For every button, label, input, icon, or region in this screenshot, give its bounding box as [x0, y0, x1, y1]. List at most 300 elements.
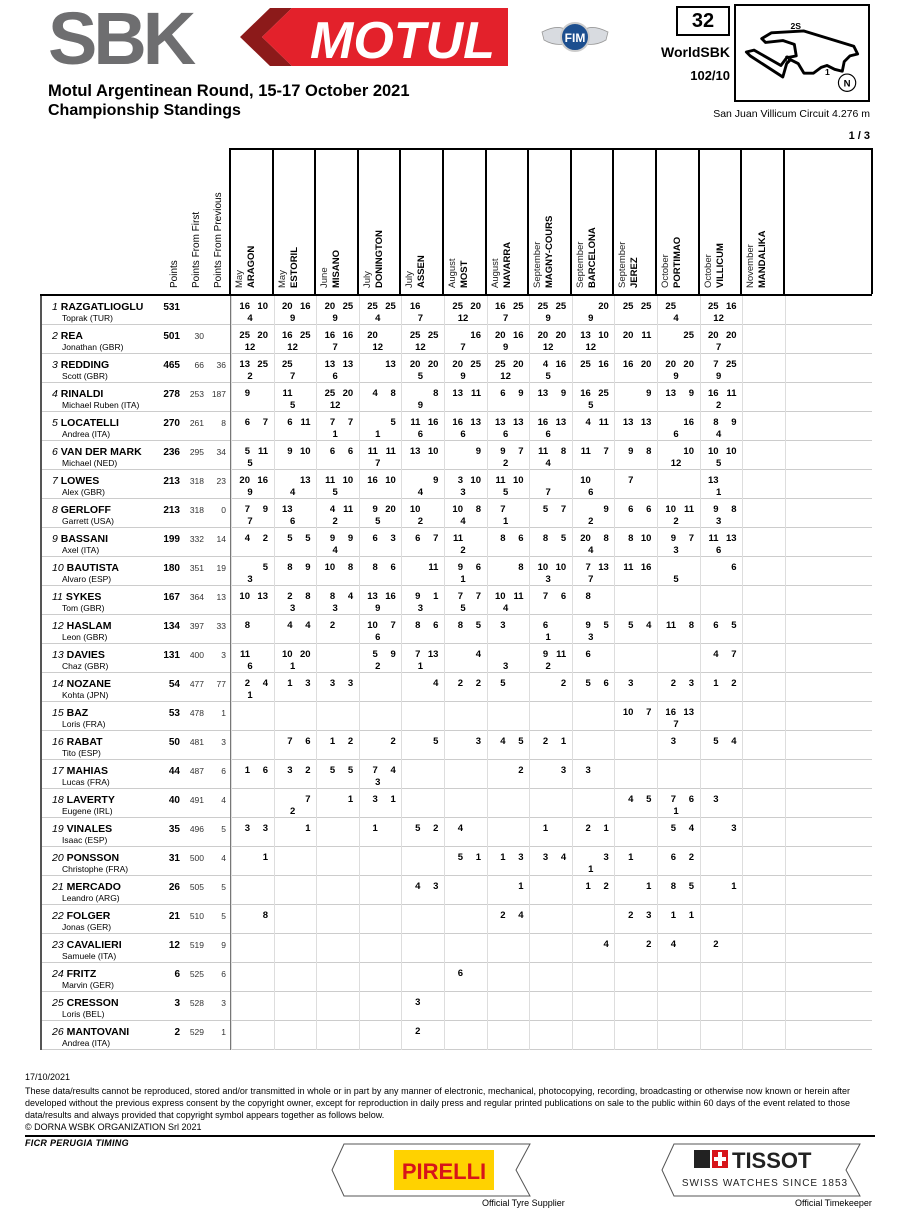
- race2-points: 10: [470, 475, 481, 486]
- pirelli-logo: [330, 1142, 540, 1198]
- race1-points: 8: [585, 591, 591, 602]
- race-result-cell: [785, 1021, 875, 1050]
- race-result-cell: [742, 673, 784, 702]
- rider-first-name: Isaac (ESP): [62, 835, 108, 845]
- race1-points: 11: [282, 388, 293, 399]
- race-result-cell: [572, 441, 614, 470]
- race-result-cell: [572, 644, 614, 673]
- race-result-cell: [742, 557, 784, 586]
- race-result-cell: [231, 760, 273, 789]
- race2-points: 13: [257, 591, 268, 602]
- header-round-assen: [399, 148, 442, 294]
- race-result-cell: [274, 441, 316, 470]
- race1-points: 5: [287, 533, 293, 544]
- race2-points: 1: [646, 881, 652, 892]
- race-result-cell: [444, 905, 486, 934]
- superpole-race-points: 12: [415, 342, 426, 353]
- race-result-cell: [359, 499, 401, 528]
- superpole-race-points: 4: [247, 313, 253, 324]
- table-row: [42, 557, 872, 586]
- rider-points: 3: [174, 998, 180, 1009]
- rider-points-from-first: 332: [189, 534, 204, 544]
- rider-points-from-first: 519: [189, 940, 204, 950]
- race1-points: 2: [287, 591, 293, 602]
- race2-points: 10: [598, 330, 609, 341]
- race1-points: 2: [500, 910, 506, 921]
- race-result-cell: [316, 615, 358, 644]
- race2-points: 9: [305, 562, 311, 573]
- race-result-cell: [231, 412, 273, 441]
- race2-points: 16: [513, 330, 524, 341]
- race1-points: 13: [282, 504, 293, 515]
- rider-points: 501: [163, 331, 180, 342]
- race-result-cell: [742, 470, 784, 499]
- race-result-cell: [657, 789, 699, 818]
- rider-position: 24: [52, 968, 64, 980]
- rider-position-name: [52, 765, 108, 777]
- superpole-race-points: 6: [289, 516, 296, 527]
- race2-points: 4: [731, 736, 737, 747]
- race2-points: 3: [390, 533, 396, 544]
- rider-first-name: Marvin (GER): [62, 980, 114, 990]
- race2-points: 2: [305, 765, 311, 776]
- header-round-villicum: [698, 148, 741, 294]
- rider-first-name: Alvaro (ESP): [62, 574, 112, 584]
- race2-points: 8: [731, 504, 737, 515]
- race2-points: 25: [726, 359, 737, 370]
- race-result-cell: [742, 325, 784, 354]
- race2-points: 13: [385, 359, 396, 370]
- race2-points: 13: [640, 417, 652, 428]
- race-result-cell: [487, 470, 529, 499]
- race1-points: 9: [372, 504, 378, 515]
- race-result-cell: [657, 383, 699, 412]
- rider-position-name: [52, 649, 105, 661]
- race1-points: 2: [542, 736, 549, 747]
- race2-points: 1: [518, 881, 524, 892]
- tissot-tagline: SWISS WATCHES SINCE 1853: [681, 1178, 849, 1189]
- race1-points: 1: [500, 852, 506, 863]
- race-result-cell: [444, 702, 486, 731]
- rider-position-name: [52, 736, 103, 748]
- race2-points: 11: [470, 388, 481, 399]
- race-result-cell: [529, 644, 571, 673]
- race1-points: 5: [585, 678, 591, 689]
- race1-points: 5: [415, 823, 421, 834]
- rider-surname: REDDING: [60, 359, 110, 371]
- table-row: [42, 412, 872, 441]
- rider-position-name: [52, 562, 119, 574]
- superpole-race-points: 2: [715, 400, 722, 411]
- rider-first-name: Lucas (FRA): [62, 777, 110, 787]
- race2-points: 8: [433, 388, 439, 399]
- rider-position: 18: [52, 794, 64, 806]
- rider-points-from-previous: 13: [216, 592, 226, 602]
- rider-surname: HASLAM: [66, 620, 112, 632]
- page-number: 1 / 3: [848, 130, 870, 142]
- race2-points: 6: [262, 765, 268, 776]
- race-result-cell: [529, 615, 571, 644]
- race-result-cell: [401, 905, 443, 934]
- race-result-cell: [359, 876, 401, 905]
- motul-logo-text: MOTUL: [310, 12, 495, 70]
- race-result-cell: [359, 702, 401, 731]
- race1-points: 4: [457, 823, 463, 834]
- race1-points: 20: [495, 330, 506, 341]
- page-title: Motul Argentinean Round, 15-17 October 2021: [48, 82, 410, 100]
- round-month: May: [276, 270, 288, 288]
- race1-points: 6: [713, 620, 719, 631]
- race-result-cell: [231, 615, 273, 644]
- superpole-race-points: 4: [332, 545, 338, 556]
- race-result-cell: [700, 325, 742, 354]
- race-result-cell: [274, 354, 316, 383]
- race2-points: 1: [688, 910, 694, 921]
- race1-points: 20: [239, 475, 250, 486]
- rider-first-name: Jonathan (GBR): [62, 342, 124, 352]
- race-result-cell: [401, 760, 443, 789]
- race-result-cell: [785, 528, 875, 557]
- race-result-cell: [359, 963, 401, 992]
- race1-points: 9: [415, 591, 421, 602]
- race-result-cell: [487, 499, 529, 528]
- race1-points: 3: [415, 997, 421, 1008]
- race-result-cell: [444, 412, 486, 441]
- race2-points: 4: [390, 765, 396, 776]
- race-result-cell: [572, 876, 614, 905]
- race-result-cell: [742, 1021, 784, 1050]
- track-map: [734, 4, 870, 102]
- rider-position: 9: [52, 533, 58, 545]
- race2-points: 25: [427, 330, 439, 341]
- race1-points: 10: [409, 504, 421, 515]
- race-result-cell: [700, 1021, 742, 1050]
- round-name: VILLICUM: [714, 243, 726, 288]
- race-result-cell: [700, 528, 742, 557]
- rider-points-from-first: 261: [189, 418, 204, 428]
- race1-points: 2: [628, 910, 634, 921]
- race2-points: 9: [646, 388, 652, 399]
- race-result-cell: [614, 499, 656, 528]
- sbk-motul-logo: [48, 4, 508, 70]
- race-result-cell: [529, 412, 571, 441]
- race-result-cell: [231, 586, 273, 615]
- round-month: May: [234, 270, 245, 288]
- rider-points-from-first: 528: [189, 998, 204, 1008]
- race1-points: 11: [538, 446, 549, 457]
- race2-points: 6: [305, 736, 311, 747]
- race-result-cell: [785, 963, 875, 992]
- race1-points: 16: [665, 707, 676, 718]
- race-result-cell: [231, 905, 273, 934]
- race-result-cell: [785, 441, 875, 470]
- race2-points: 25: [342, 301, 354, 312]
- race-result-cell: [487, 296, 529, 325]
- table-header: [40, 150, 872, 296]
- race2-points: 4: [347, 591, 354, 602]
- table-row: [42, 673, 872, 702]
- race1-points: 3: [244, 823, 250, 834]
- race-result-cell: [572, 412, 614, 441]
- superpole-race-points: 5: [247, 458, 253, 469]
- race1-points: 7: [542, 591, 549, 602]
- race-result-cell: [657, 1021, 699, 1050]
- superpole-race-points: 2: [460, 545, 466, 556]
- rider-points-from-first: 487: [189, 766, 204, 776]
- race-result-cell: [444, 731, 486, 760]
- race-result-cell: [316, 1021, 358, 1050]
- race-result-cell: [274, 760, 316, 789]
- race-result-cell: [742, 847, 784, 876]
- race1-points: 25: [708, 301, 719, 312]
- race1-points: 13: [622, 417, 634, 428]
- superpole-race-points: 3: [417, 603, 424, 614]
- race2-points: 2: [518, 765, 524, 776]
- race-result-cell: [401, 528, 443, 557]
- superpole-race-points: 5: [417, 371, 424, 382]
- race-result-cell: [316, 818, 358, 847]
- race-result-cell: [401, 586, 443, 615]
- superpole-race-points: 4: [588, 545, 594, 556]
- race-result-cell: [359, 586, 401, 615]
- race-result-cell: [359, 847, 401, 876]
- race-result-cell: [316, 586, 358, 615]
- race-result-cell: [572, 963, 614, 992]
- superpole-race-points: 2: [417, 516, 424, 527]
- table-row: [42, 934, 872, 963]
- race-result-cell: [700, 876, 742, 905]
- race2-points: 7: [688, 533, 694, 544]
- race-result-cell: [785, 586, 875, 615]
- race-result-cell: [742, 963, 784, 992]
- race2-points: 2: [688, 852, 694, 863]
- rider-points-from-previous: 1: [221, 1027, 226, 1037]
- rider-position: 4: [52, 388, 58, 400]
- sbk-logo-text: SBK: [48, 4, 193, 70]
- race2-points: 20: [257, 330, 268, 341]
- race-result-cell: [614, 325, 656, 354]
- race-result-cell: [401, 818, 443, 847]
- race2-points: 6: [475, 562, 481, 573]
- rider-points: 6: [174, 969, 180, 980]
- race2-points: 20: [598, 301, 609, 312]
- race-result-cell: [572, 905, 614, 934]
- rider-position-name: [52, 678, 111, 690]
- race2-points: 1: [475, 852, 481, 863]
- race1-points: 6: [542, 620, 549, 631]
- superpole-race-points: 9: [545, 313, 551, 324]
- race1-points: 8: [244, 620, 250, 631]
- race-result-cell: [401, 644, 443, 673]
- rider-points: 31: [168, 853, 180, 864]
- race-result-cell: [700, 557, 742, 586]
- rider-surname: PONSSON: [66, 852, 120, 864]
- race-result-cell: [231, 441, 273, 470]
- race-result-cell: [487, 1021, 529, 1050]
- header-round-most: [442, 148, 485, 294]
- race1-points: 20: [452, 359, 463, 370]
- race-result-cell: [572, 470, 614, 499]
- race-result-cell: [529, 934, 571, 963]
- race2-points: 7: [433, 533, 439, 544]
- rider-position: 16: [52, 736, 64, 748]
- superpole-race-points: 12: [500, 371, 511, 382]
- rider-surname: VAN DER MARK: [60, 446, 142, 458]
- race-result-cell: [700, 586, 742, 615]
- standings-table: [40, 150, 872, 1050]
- rider-points-from-first: 400: [189, 650, 204, 660]
- race2-points: 4: [560, 852, 567, 863]
- race-result-cell: [529, 992, 571, 1021]
- header-round-magny-cours: [527, 148, 570, 294]
- table-row: [42, 644, 872, 673]
- race-result-cell: [700, 905, 742, 934]
- race1-points: 20: [622, 330, 634, 341]
- race-result-cell: [401, 557, 443, 586]
- race2-points: 3: [347, 678, 354, 689]
- table-row: [42, 992, 872, 1021]
- race2-points: 25: [555, 301, 567, 312]
- race2-points: 2: [475, 678, 481, 689]
- race-result-cell: [572, 528, 614, 557]
- race-result-cell: [785, 296, 875, 325]
- rider-points-from-previous: 9: [221, 940, 226, 950]
- superpole-race-points: 9: [673, 371, 679, 382]
- rider-points-from-first: 505: [189, 882, 204, 892]
- race2-points: 6: [518, 533, 524, 544]
- race-result-cell: [274, 818, 316, 847]
- round-month: June: [319, 267, 331, 288]
- race1-points: 25: [239, 330, 250, 341]
- race-result-cell: [444, 1021, 486, 1050]
- race-result-cell: [231, 818, 273, 847]
- rider-first-name: Garrett (USA): [62, 516, 114, 526]
- race1-points: 20: [708, 330, 719, 341]
- race2-points: 25: [513, 301, 524, 312]
- race1-points: 9: [457, 562, 463, 573]
- race-result-cell: [274, 412, 316, 441]
- race-result-cell: [231, 354, 273, 383]
- superpole-race-points: 12: [287, 342, 298, 353]
- race-result-cell: [359, 934, 401, 963]
- race-result-cell: [274, 296, 316, 325]
- race-result-cell: [401, 354, 443, 383]
- race-result-cell: [444, 818, 486, 847]
- race-result-cell: [742, 354, 784, 383]
- rider-points-from-previous: 187: [211, 389, 226, 399]
- rider-points-from-previous: 8: [221, 418, 226, 428]
- rider-points: 53: [168, 708, 180, 719]
- rider-points: 40: [168, 795, 180, 806]
- race-result-cell: [657, 876, 699, 905]
- copyright: © DORNA WSBK ORGANIZATION Srl 2021: [25, 1122, 202, 1132]
- race2-points: 16: [683, 417, 694, 428]
- superpole-race-points: 1: [460, 574, 466, 585]
- race2-points: 11: [343, 504, 354, 515]
- rider-points: 278: [163, 389, 180, 400]
- race-result-cell: [401, 325, 443, 354]
- rider-surname: LOCATELLI: [60, 417, 119, 429]
- race-result-cell: [657, 296, 699, 325]
- race-result-cell: [614, 644, 656, 673]
- race-result-cell: [785, 789, 875, 818]
- rider-points: 35: [168, 824, 180, 835]
- rider-points: 213: [163, 476, 180, 487]
- race-result-cell: [359, 731, 401, 760]
- race-result-cell: [231, 528, 273, 557]
- superpole-race-points: 12: [457, 313, 469, 324]
- rider-points-from-previous: 3: [221, 998, 226, 1008]
- race1-points: 1: [287, 678, 293, 689]
- race-result-cell: [316, 383, 358, 412]
- race1-points: 7: [670, 794, 676, 805]
- race2-points: 7: [347, 417, 354, 428]
- race-result-cell: [487, 934, 529, 963]
- rider-points-from-previous: 34: [216, 447, 226, 457]
- race-result-cell: [529, 760, 571, 789]
- race-result-cell: [487, 992, 529, 1021]
- rider-points-from-previous: 3: [221, 737, 226, 747]
- race1-points: 10: [708, 446, 719, 457]
- race-result-cell: [359, 818, 401, 847]
- rider-points-from-first: 529: [189, 1027, 204, 1037]
- race-result-cell: [359, 1021, 401, 1050]
- superpole-race-points: 1: [545, 632, 551, 643]
- pirelli-logo-text: PIRELLI: [401, 1159, 487, 1184]
- round-month: August: [489, 258, 501, 288]
- race-result-cell: [657, 325, 699, 354]
- superpole-race-points: 9: [289, 313, 296, 324]
- race-result-cell: [785, 731, 875, 760]
- race-result-cell: [274, 905, 316, 934]
- race-result-cell: [274, 557, 316, 586]
- superpole-race-points: 2: [545, 661, 551, 672]
- rider-points-from-previous: 33: [216, 621, 226, 631]
- document-code: 102/10: [690, 68, 730, 83]
- race-result-cell: [401, 499, 443, 528]
- rider-points-from-first: 491: [189, 795, 204, 805]
- race-result-cell: [572, 586, 614, 615]
- race2-points: 16: [470, 330, 481, 341]
- rider-first-name: Andrea (ITA): [62, 1038, 111, 1048]
- race1-points: 4: [415, 881, 421, 892]
- round-name: MAGNY-COURS: [544, 215, 556, 288]
- race-result-cell: [274, 383, 316, 412]
- table-row: [42, 499, 872, 528]
- race1-points: 7: [329, 417, 336, 428]
- race2-points: 8: [390, 388, 396, 399]
- table-row: [42, 702, 872, 731]
- race-result-cell: [359, 470, 401, 499]
- rider-first-name: Leon (GBR): [62, 632, 108, 642]
- race1-points: 11: [580, 446, 591, 457]
- race2-points: 5: [518, 736, 524, 747]
- superpole-race-points: 1: [588, 864, 594, 875]
- race2-points: 16: [385, 591, 396, 602]
- rider-first-name: Alex (GBR): [62, 487, 105, 497]
- race2-points: 16: [257, 475, 268, 486]
- superpole-race-points: 7: [417, 313, 424, 324]
- race-result-cell: [529, 847, 571, 876]
- table-row: [42, 470, 872, 499]
- race1-points: 16: [452, 417, 463, 428]
- race-result-cell: [487, 905, 529, 934]
- race1-points: 8: [287, 562, 293, 573]
- race2-points: 9: [603, 504, 609, 515]
- race-result-cell: [401, 1021, 443, 1050]
- table-row: [42, 876, 872, 905]
- race2-points: 25: [598, 388, 609, 399]
